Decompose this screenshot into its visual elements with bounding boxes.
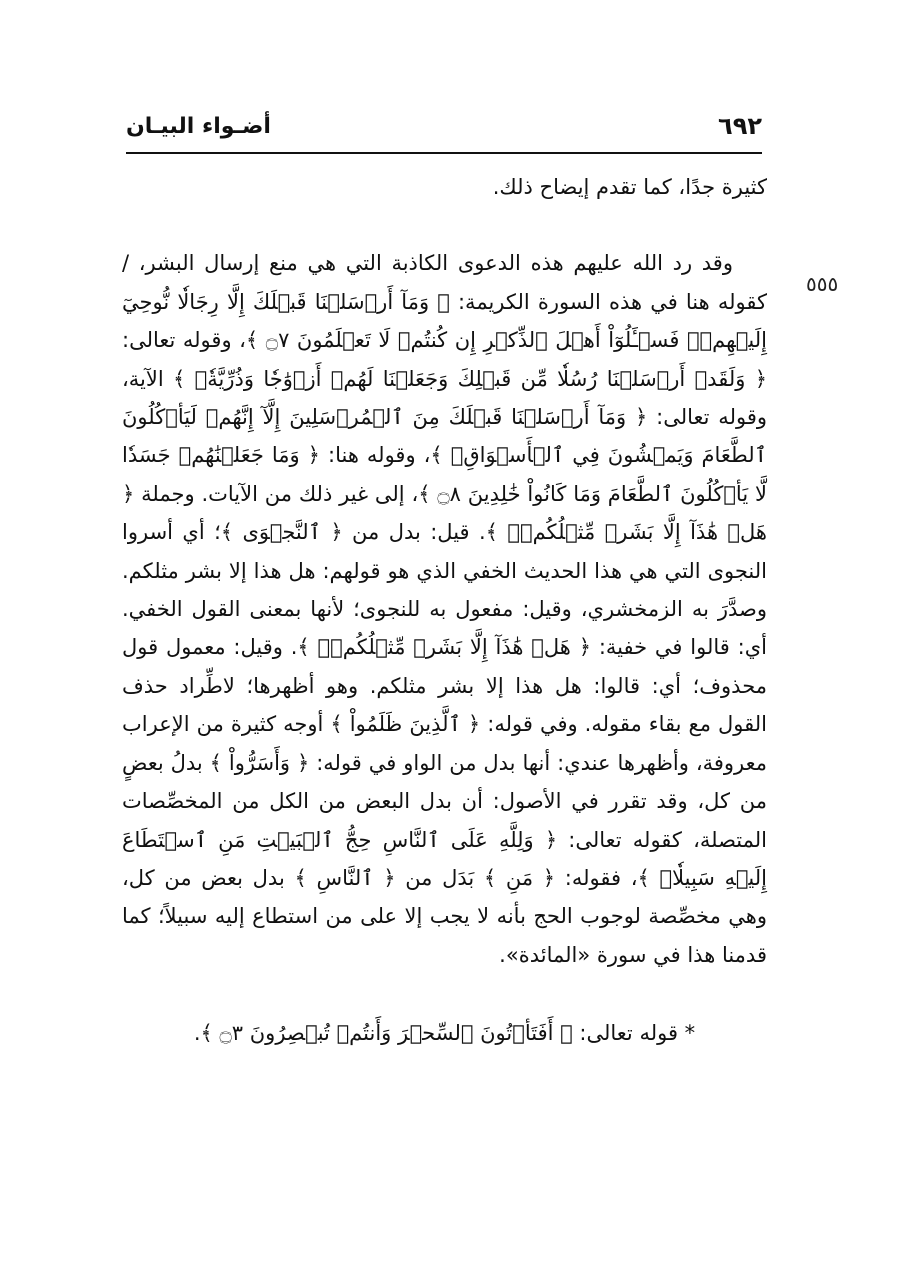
margin-page-reference: ٥٥٥ (806, 272, 839, 296)
paragraph-intro: كثيرة جدًا، كما تقدم إيضاح ذلك. (492, 175, 767, 199)
body-text (122, 168, 767, 1053)
page-number: ٦٩٢ (718, 112, 762, 140)
running-title: أضـواء البيـان (126, 114, 271, 139)
paragraph-main: وقد رد الله عليهم هذه الدعوى الكاذبة التي هي منع إرسال البشر، / كقوله هنا في هذه السورة الكريمة: ﴿ وَمَآ أَرۡسَلۡنَا قَبۡلَكَ إِلَّا رِجَالٗا نُّوحِيٓ إِلَيۡهِمۡۖ فَسۡـَٔلُوٓاْ أَهۡلَ ٱلذِّكۡرِ إِن كُنتُمۡ لَا تَعۡلَمُونَ ۝٧ ﴾، وقوله تعالى: ﴿ وَلَقَدۡ أَرۡسَلۡنَا رُسُلٗا مِّن قَبۡلِكَ وَجَعَلۡنَا لَهُمۡ أَزۡوَٰجٗا وَذُرِّيَّةٗۚ ﴾ الآية، وقوله تعالى: ﴿ وَمَآ أَرۡسَلۡنَا قَبۡلَكَ مِنَ ٱلۡمُرۡسَلِينَ إِلَّآ إِنَّهُمۡ لَيَأۡكُلُونَ ٱلطَّعَامَ وَيَمۡشُونَ فِي ٱلۡأَسۡوَاقِۗ ﴾، وقوله هنا: ﴿ وَمَا جَعَلۡنَٰهُمۡ جَسَدٗا لَّا يَأۡكُلُونَ ٱلطَّعَامَ وَمَا كَانُواْ خَٰلِدِينَ ۝٨ ﴾، إلى غير ذلك من الآيات. وجملة ﴿ هَلۡ هَٰذَآ إِلَّا بَشَرٞ مِّثۡلُكُمۡۖ ﴾. قيل: بدل من ﴿ ٱلنَّجۡوَى ﴾؛ أي أسروا النجوى التي هي هذا الحديث الخفي الذي هو قولهم: هل هذا إلا بشر مثلكم. وصدَّرَ به الزمخشري، وقيل: مفعول به للنجوى؛ لأنها بمعنى القول الخفي. أي: قالوا في خفية: ﴿ هَلۡ هَٰذَآ إِلَّا بَشَرٞ مِّثۡلُكُمۡۖ ﴾. وقيل: معمول قول محذوف؛ أي: قالوا: هل هذا إلا بشر مثلكم. وهو أظهرها؛ لاطِّراد حذف القول مع بقاء مقوله. وفي قوله: ﴿ ٱلَّذِينَ ظَلَمُواْ ﴾ أوجه كثيرة من الإعراب معروفة، وأظهرها عندي: أنها بدل من الواو في قوله: ﴿ وَأَسَرُّواْ ﴾ بدلُ بعضٍ من كل، وقد تقرر في الأصول: أن بدل البعض من الكل من المخصِّصات المتصلة، كقوله تعالى: ﴿ وَلِلَّهِ عَلَى ٱلنَّاسِ حِجُّ ٱلۡبَيۡتِ مَنِ ٱسۡتَطَاعَ إِلَيۡهِ سَبِيلٗاۚ ﴾، فقوله: ﴿ مَنِ ﴾ بَدَل من ﴿ ٱلنَّاسِ ﴾ بدل بعض من كل، وهي مخصِّصة لوجوب الحج بأنه لا يجب إلا على من استطاع إليه سبيلاً؛ كما قدمنا هذا في سورة «المائدة». (122, 251, 767, 967)
page-header (126, 108, 762, 154)
paragraph-next-verse: * قوله تعالى: ﴿ أَفَتَأۡتُونَ ٱلسِّحۡرَ وَأَنتُمۡ تُبۡصِرُونَ ۝٣ ﴾. (193, 1021, 696, 1046)
